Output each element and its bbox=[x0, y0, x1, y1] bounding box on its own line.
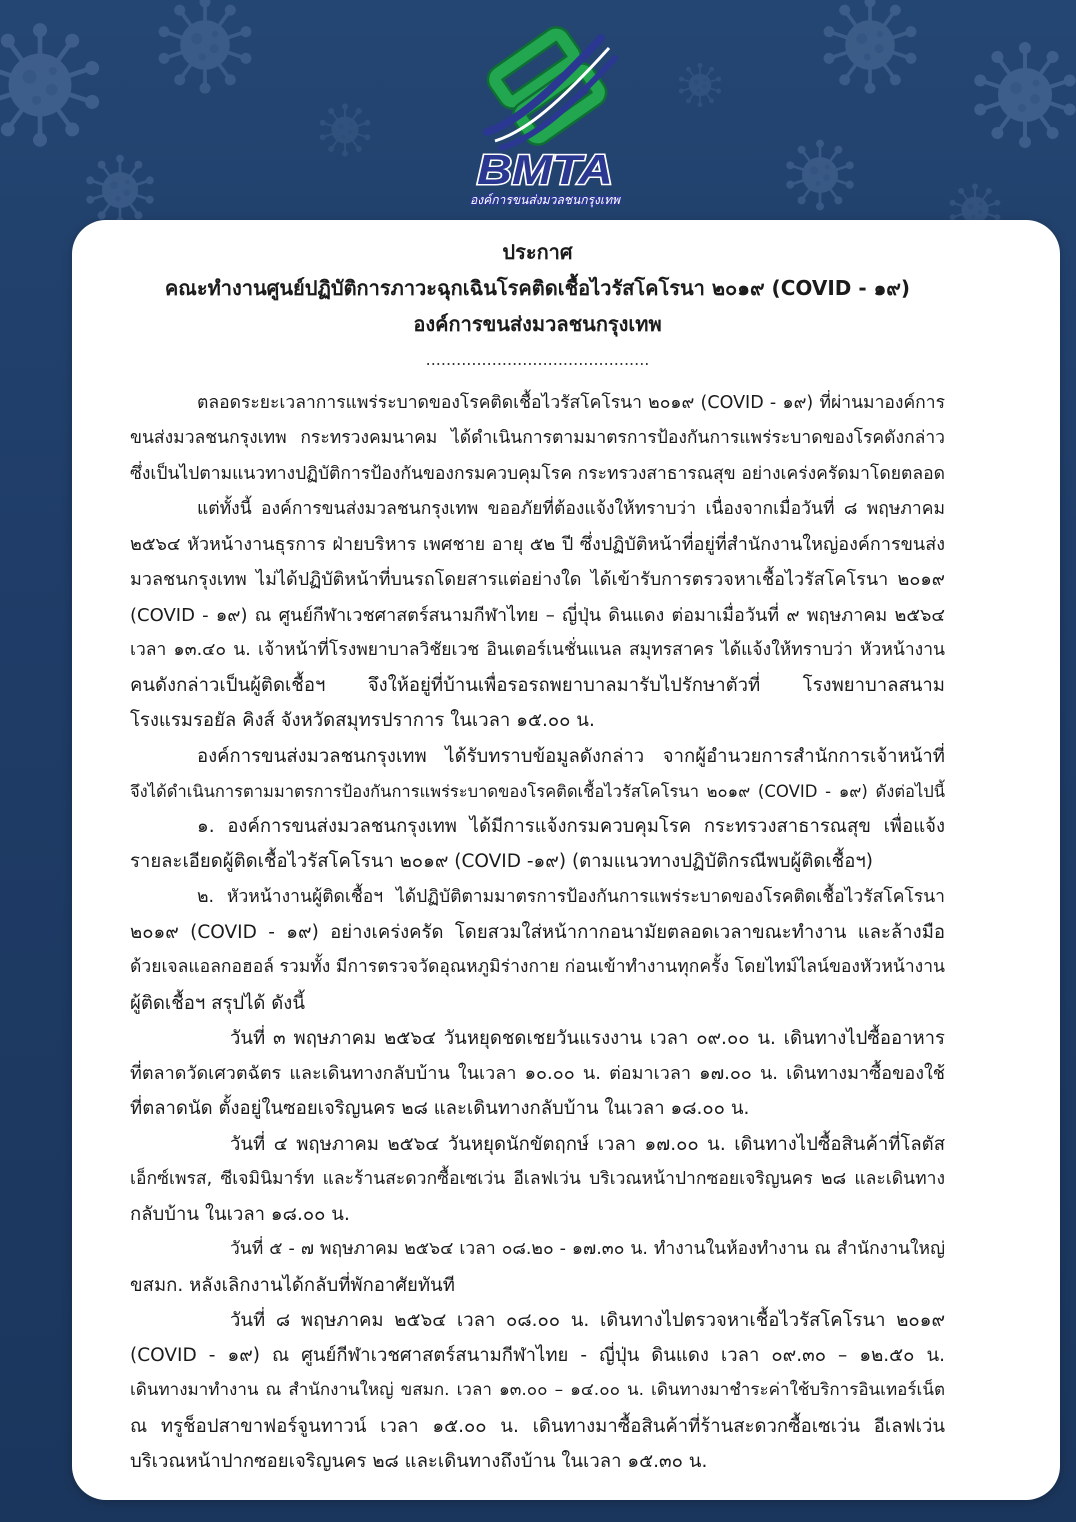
text-line: ๑. องค์การขนส่งมวลชนกรุงเทพ ได้มีการแจ้งกรมควบคุมโรค กระทรวงสาธารณสุข เพื่อแจ้ง bbox=[197, 816, 945, 838]
text-line: ซึ่งเป็นไปตามแนวทางปฏิบัติการป้องกันของกรมควบคุมโรค กระทรวงสาธารณสุข อย่างเคร่งครัดมาโดยตลอด bbox=[130, 463, 945, 484]
dotted-separator: ............................................ bbox=[425, 350, 650, 369]
text-line: วันที่ ๔ พฤษภาคม ๒๕๖๔ วันหยุดนักขัตฤกษ์ เวลา ๑๗.๐๐ น. เดินทางไปซื้อสินค้าที่โลตัส bbox=[230, 1133, 945, 1155]
text-line: (COVID - ๑๙) ณ ศูนย์กีฬาเวชศาสตร์สนามกีฬาไทย – ญี่ปุ่น ดินแดง ต่อมาเมื่อวันที่ ๙ พฤษภาคม ๒๕๖๔ bbox=[130, 604, 945, 626]
announcement-body bbox=[130, 386, 945, 1479]
text-line: ผู้ติดเชื้อฯ สรุปได้ ดังนี้ bbox=[130, 992, 305, 1014]
logo-emblem-icon bbox=[487, 32, 615, 148]
announcement-card bbox=[72, 220, 1060, 1500]
timeline-may-3 bbox=[130, 1021, 945, 1127]
text-line: ขสมก. หลังเลิกงานได้กลับที่พักอาศัยทันที bbox=[130, 1274, 455, 1296]
text-line: ตลอดระยะเวลาการแพร่ระบาดของโรคติดเชื้อไวรัสโคโรนา ๒๐๑๙ (COVID - ๑๙) ที่ผ่านมาองค์การ bbox=[197, 393, 945, 413]
text-line: บริเวณหน้าปากซอยเจริญนคร ๒๘ และเดินทางถึงบ้าน ในเวลา ๑๕.๓๐ น. bbox=[130, 1450, 708, 1472]
text-line: ด้วยเจลแอลกอฮอล์ รวมทั้ง มีการตรวจวัดอุณหภูมิร่างกาย ก่อนเข้าทำงานทุกครั้ง โดยไทม์ไลน์ของหัวหน้างาน bbox=[130, 957, 945, 978]
timeline-may-8 bbox=[130, 1303, 945, 1479]
announcement-title: ประกาศ bbox=[502, 240, 573, 264]
text-line: วันที่ ๕ - ๗ พฤษภาคม ๒๕๖๔ เวลา ๐๘.๒๐ - ๑๗.๓๐ น. ทำงานในห้องทำงาน ณ สำนักงานใหญ่ bbox=[230, 1239, 945, 1260]
text-line: ขนส่งมวลชนกรุงเทพ กระทรวงคมนาคม ได้ดำเนินการตามมาตรการป้องกันการแพร่ระบาดของโรคดังกล่าว bbox=[130, 428, 945, 449]
virus-icon bbox=[319, 104, 371, 157]
paragraph-incident bbox=[130, 492, 945, 739]
text-line: ๒๐๑๙ (COVID - ๑๙) อย่างเคร่งครัด โดยสวมใส่หน้ากากอนามัยตลอดเวลาขณะทำงาน และล้างมือ bbox=[130, 921, 945, 943]
timeline-may-5-7 bbox=[130, 1232, 945, 1303]
text-line: แต่ทั้งนี้ องค์การขนส่งมวลชนกรุงเทพ ขออภัยที่ต้องแจ้งให้ทราบว่า เนื่องจากเมื่อวันที่ ๘ พฤษภาคม bbox=[197, 498, 945, 519]
text-line: วันที่ ๓ พฤษภาคม ๒๕๖๔ วันหยุดชดเชยวันแรงงาน เวลา ๐๙.๐๐ น. เดินทางไปซื้ออาหาร bbox=[230, 1027, 945, 1049]
virus-icon bbox=[785, 140, 855, 211]
text-line: ที่ตลาดวัดเศวตฉัตร และเดินทางกลับบ้าน ในเวลา ๑๐.๐๐ น. ต่อมาเวลา ๑๗.๐๐ น. เดินทางมาซื้อของใช้ bbox=[130, 1063, 945, 1085]
virus-icon bbox=[157, 0, 253, 94]
timeline-may-4 bbox=[130, 1127, 945, 1233]
text-line: โรงแรมรอยัล คิงส์ จังหวัดสมุทรปราการ ในเวลา ๑๕.๐๐ น. bbox=[130, 710, 595, 732]
text-line: คนดังกล่าวเป็นผู้ติดเชื้อฯ จึงให้อยู่ที่บ้านเพื่อรอรถพยาบาลมารับไปรักษาตัวที่ โรงพยาบาลสนาม bbox=[130, 675, 945, 697]
virus-icon bbox=[822, 0, 918, 94]
text-line: เอ็กซ์เพรส, ซีเจมินิมาร์ท และร้านสะดวกซื้อเซเว่น อีเลฟเว่น บริเวณหน้าปากซอยเจริญนคร ๒๘ และเดินทาง bbox=[130, 1168, 945, 1189]
paragraph-actions-intro bbox=[130, 739, 945, 810]
text-line: จึงได้ดำเนินการตามมาตรการป้องกันการแพร่ระบาดของโรคติดเชื้อไวรัสโคโรนา ๒๐๑๙ (COVID - ๑๙) ดังต่อไปนี้ bbox=[130, 781, 945, 801]
announcement-header bbox=[130, 234, 945, 378]
text-line: วันที่ ๘ พฤษภาคม ๒๕๖๔ เวลา ๐๘.๐๐ น. เดินทางไปตรวจหาเชื้อไวรัสโคโรนา ๒๐๑๙ bbox=[230, 1309, 945, 1331]
text-line: ๒. หัวหน้างานผู้ติดเชื้อฯ ได้ปฏิบัติตามมาตรการป้องกันการแพร่ระบาดของโรคติดเชื้อไวรัสโคโรนา bbox=[197, 886, 945, 907]
bmta-logo bbox=[455, 8, 635, 212]
text-line: เวลา ๑๓.๔๐ น. เจ้าหน้าที่โรงพยาบาลวิชัยเวช อินเตอร์เนชั่นแนล สมุทรสาคร ได้แจ้งให้ทราบว่า หัวหน้างาน bbox=[130, 639, 945, 660]
list-item-1 bbox=[130, 809, 945, 880]
text-line: ที่ตลาดนัด ตั้งอยู่ในซอยเจริญนคร ๒๘ และเดินทางกลับบ้าน ในเวลา ๑๘.๐๐ น. bbox=[130, 1098, 750, 1120]
text-line: ๒๕๖๔ หัวหน้างานธุรการ ฝ่ายบริหาร เพศชาย อายุ ๕๒ ปี ซึ่งปฏิบัติหน้าที่อยู่ที่สำนักงานใหญ่องค์การขนส่ง bbox=[130, 534, 945, 556]
text-line: มวลชนกรุงเทพ ไม่ได้ปฏิบัติหน้าที่บนรถโดยสารแต่อย่างใด ได้เข้ารับการตรวจหาเชื้อไวรัสโคโรนา ๒๐๑๙ bbox=[130, 569, 945, 591]
virus-icon bbox=[85, 155, 155, 226]
text-line: องค์การขนส่งมวลชนกรุงเทพ ได้รับทราบข้อมูลดังกล่าว จากผู้อำนวยการสำนักการเจ้าหน้าที่ bbox=[197, 745, 945, 767]
virus-icon bbox=[0, 23, 101, 147]
announcement-content bbox=[130, 234, 945, 1479]
text-line: เดินทางมาทำงาน ณ สำนักงานใหญ่ ขสมก. เวลา ๑๓.๐๐ – ๑๔.๐๐ น. เดินทางมาชำระค่าใช้บริการอินเทอร์เน็ต bbox=[130, 1380, 945, 1401]
logo-brand: BMTA bbox=[477, 146, 613, 193]
paragraph-intro bbox=[130, 386, 945, 492]
text-line: (COVID - ๑๙) ณ ศูนย์กีฬาเวชศาสตร์สนามกีฬาไทย - ญี่ปุ่น ดินแดง เวลา ๐๙.๓๐ – ๑๒.๕๐ น. bbox=[130, 1345, 945, 1367]
list-item-2 bbox=[130, 880, 945, 1021]
text-line: ณ ทรูช็อปสาขาฟอร์จูนทาวน์ เวลา ๑๕.๐๐ น. เดินทางมาซื้อสินค้าที่ร้านสะดวกซื้อเซเว่น อีเลฟเว่น bbox=[130, 1415, 945, 1437]
text-line: รายละเอียดผู้ติดเชื้อไวรัสโคโรนา ๒๐๑๙ (COVID -๑๙) (ตามแนวทางปฏิบัติกรณีพบผู้ติดเชื้อฯ) bbox=[130, 851, 873, 873]
logo-subtitle: องค์การขนส่งมวลชนกรุงเทพ bbox=[470, 192, 626, 207]
committee-name: คณะทำงานศูนย์ปฏิบัติการภาวะฉุกเฉินโรคติดเชื้อไวรัสโคโรนา ๒๐๑๙ (COVID - ๑๙) bbox=[164, 276, 911, 300]
text-line: กลับบ้าน ในเวลา ๑๘.๐๐ น. bbox=[130, 1204, 350, 1226]
virus-icon bbox=[678, 63, 722, 107]
organization-name: องค์การขนส่งมวลชนกรุงเทพ bbox=[413, 312, 662, 336]
virus-icon bbox=[973, 42, 1076, 148]
